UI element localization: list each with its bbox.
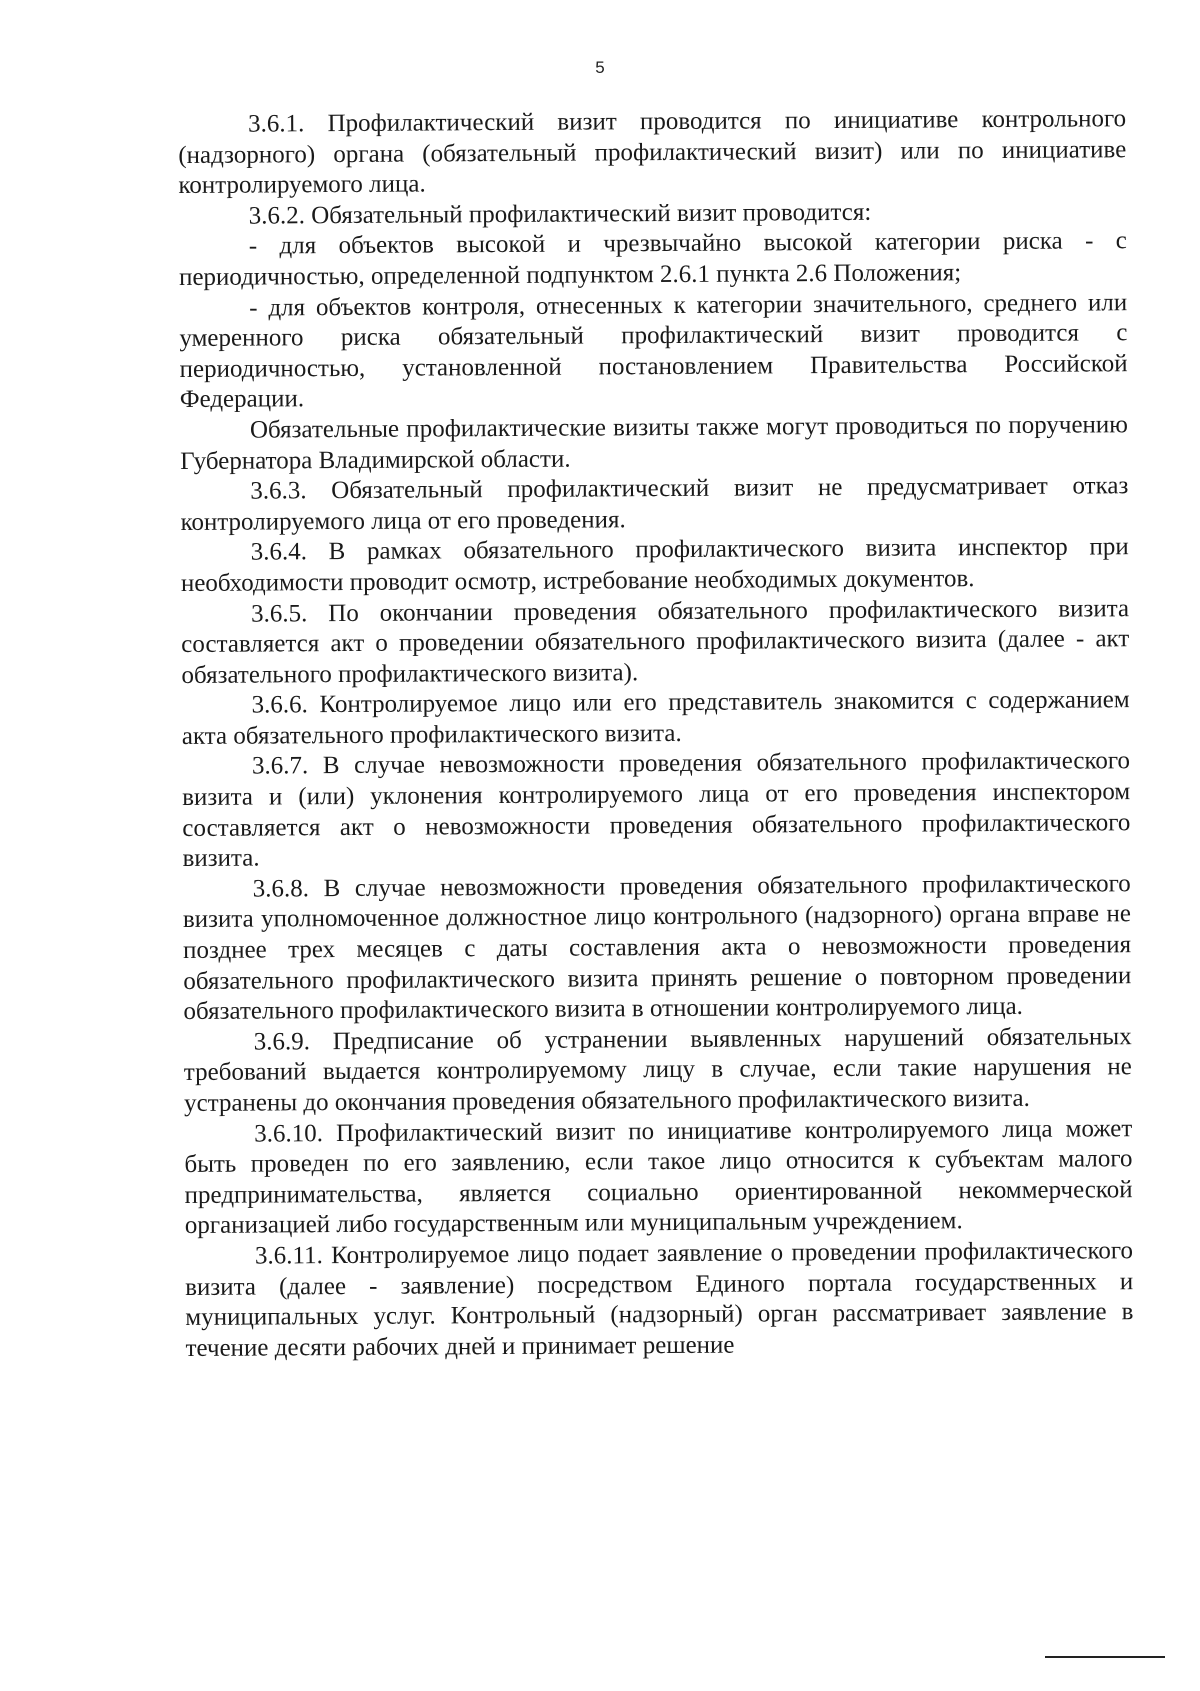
paragraph-3-6-9: 3.6.9. Предписание об устранении выявленных нарушений обязательных требований выдается контролируемому лицу в случае, если такие нарушения не устранены до окончания проведения обязательного профилактического визита. [183,1023,1132,1117]
paragraph-3-6-11: 3.6.11. Контролируемое лицо подает заявление о проведении профилактического визита (далее - заявление) посредством Единого портала государственных и муниципальных услуг. Контрольный (надзорный) орган рассматривает заявление в течение десяти рабочих дней и принимает решение [185,1237,1134,1362]
paragraph-3-6-10: 3.6.10. Профилактический визит по инициативе контролируемого лица может быть проведен по его заявлению, если такое лицо относится к субъектам малого предпринимательства, является социально ориентированной некоммерческой организацией либо государственным или муниципальным учреждением. [184,1114,1133,1240]
paragraph-governor-order: Обязательные профилактические визиты также могут проводиться по поручению Губернатора Владимирской области. [180,411,1129,475]
paragraph-3-6-3: 3.6.3. Обязательный профилактический визит не предусматривает отказ контролируемого лица от его проведения. [180,472,1129,536]
paragraph-3-6-4: 3.6.4. В рамках обязательного профилактического визита инспектор при необходимости проводит осмотр, истребование необходимых документов. [180,533,1129,597]
paragraph-3-6-5: 3.6.5. По окончании проведения обязательного профилактического визита составляется акт о проведении обязательного профилактического визита (далее - акт обязательного профилактического визита). [181,594,1130,689]
page-number: 5 [595,58,605,77]
paragraph-3-6-6: 3.6.6. Контролируемое лицо или его представитель знакомится с содержанием акта обязательного профилактического визита. [181,686,1130,750]
footer-divider [1045,1656,1165,1658]
paragraph-3-6-2: 3.6.2. Обязательный профилактический визит проводится: [248,198,872,230]
document-body [178,104,1134,1364]
list-item-other-risk: - для объектов контроля, отнесенных к категории значительного, среднего или умеренного риска обязательный профилактический визит проводится с периодичностью, установленной постановлением Правительства Российской Федерации. [179,288,1128,414]
list-item-high-risk: - для объектов высокой и чрезвычайно высокой категории риска - с периодичностью, определенной подпунктом 2.6.1 пункта 2.6 Положения; [178,227,1127,291]
paragraph-3-6-1: 3.6.1. Профилактический визит проводится по инициативе контрольного (надзорного) органа (обязательный профилактический визит) или по инициативе контролируемого лица. [178,105,1127,200]
paragraph-3-6-7: 3.6.7. В случае невозможности проведения обязательного профилактического визита и (или) уклонения контролируемого лица от его проведения инспектором составляется акт о невозможности проведения обязательного профилактического визита. [182,747,1131,873]
paragraph-3-6-8: 3.6.8. В случае невозможности проведения обязательного профилактического визита уполномоченное должностное лицо контрольного (надзорного) органа вправе не позднее трех месяцев с даты составления акта о невозможности проведения обязательного профилактического визита принять решение о повторном проведении обязательного профилактического визита в отношении контролируемого лица. [182,870,1132,1026]
